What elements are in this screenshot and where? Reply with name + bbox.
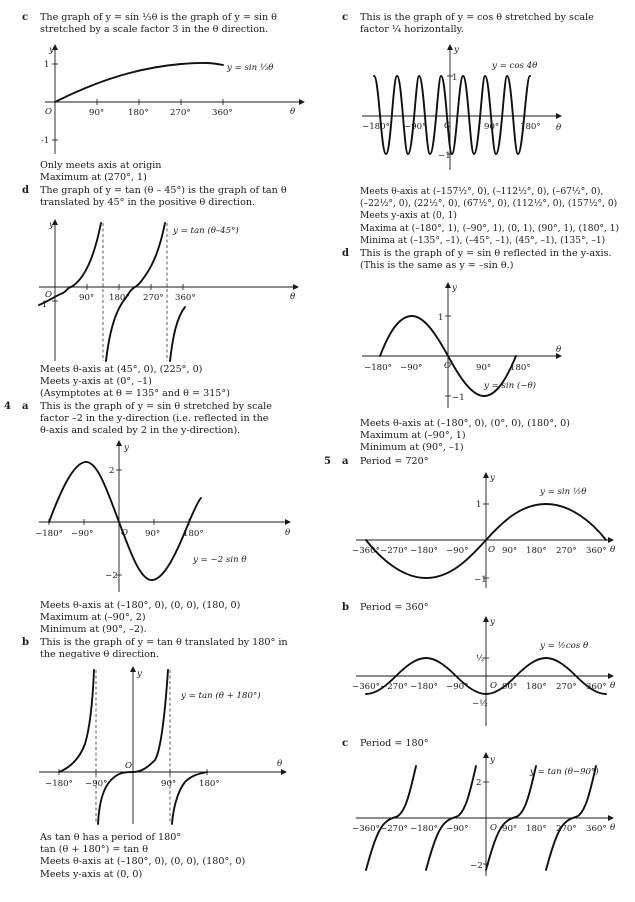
note-line: Meets θ-axis at (–180°, 0), (0°, 0), (180°, 0) (360, 418, 570, 429)
y-axis-label: y (490, 755, 495, 765)
y-axis-label: y (490, 617, 495, 627)
text-line: The graph of y = sin ⅓θ is the graph of y = sin θ (40, 12, 277, 23)
tick-label: −½ (472, 699, 488, 709)
tick-label: 180° (510, 363, 531, 373)
curve-label: y = sin ⅓θ (227, 63, 274, 73)
question-number-4: 4 (4, 401, 11, 412)
q4c-text (360, 12, 630, 36)
text-line: θ-axis and scaled by 2 in the y-direction). (40, 425, 241, 437)
tick-label: 90° (502, 824, 518, 834)
origin-label: O (125, 761, 133, 771)
text-line: stretched by a scale factor 3 in the θ direction. (40, 24, 269, 36)
note-line: Only meets axis at origin (40, 160, 162, 171)
note-line: Minimum at (90°, –1) (360, 442, 464, 454)
tick-label: 90° (502, 682, 518, 692)
y-axis-label: y (124, 443, 129, 453)
tick-label: −180° (362, 122, 390, 132)
graph-q5c (352, 752, 622, 880)
x-axis-label: θ (285, 528, 291, 538)
x-axis-label: θ (290, 107, 296, 117)
tick-label: −360° (352, 682, 380, 692)
tick-label: 90° (145, 529, 161, 539)
q5b-text: Period = 360° (360, 602, 429, 613)
tick-label: −90° (85, 779, 108, 789)
tick-label: −1 (452, 393, 465, 403)
note-line: (–22½°, 0), (22½°, 0), (67½°, 0), (112½°, 0), (157½°, 0) (360, 199, 618, 210)
part-label-c: c (22, 12, 29, 23)
tick-label: 270° (556, 682, 577, 692)
q4a-notes (40, 600, 330, 637)
part-label-c: c (342, 12, 349, 23)
note-line: (Asymptotes at θ = 135° and θ = 315°) (40, 388, 230, 400)
q4d-notes (360, 418, 630, 455)
q3d-text (40, 185, 320, 209)
part-label-b: b (342, 602, 349, 613)
x-axis-label: θ (610, 823, 616, 833)
graph-q5b (352, 616, 622, 728)
origin-label: O (121, 528, 129, 538)
tick-label: −270° (380, 682, 408, 692)
y-axis-label: y (452, 283, 457, 293)
note-line: Maxima at (–180°, 1), (–90°, 1), (0, 1), (90°, 1), (180°, 1) (360, 223, 620, 234)
tick-label: 180° (520, 122, 541, 132)
origin-label: O (444, 121, 452, 131)
tick-label: −2 (470, 861, 483, 871)
x-axis-label: θ (556, 345, 562, 355)
text-line: factor ¼ horizontally. (360, 24, 464, 36)
q3c-text (40, 12, 320, 36)
x-axis-label: θ (610, 681, 616, 691)
note-line: Maximum at (–90°, 2) (40, 612, 146, 624)
tick-label: −1 (438, 151, 451, 161)
graph-q4a (35, 440, 305, 595)
tick-label: 90° (476, 363, 492, 373)
tick-label: −90° (400, 363, 423, 373)
part-label-a: a (342, 456, 349, 467)
question-number-5: 5 (324, 456, 331, 467)
tick-label: −90° (71, 529, 94, 539)
tick-label: 360° (212, 108, 233, 118)
q4a-text (40, 401, 325, 438)
note-line: Meets θ-axis at (–157½°, 0), (–112½°, 0), (–67½°, 0), (360, 187, 604, 197)
curve-label: y = cos 4θ (492, 61, 538, 71)
tick-label: −360° (352, 546, 380, 556)
note-line: tan (θ + 180°) = tan θ (40, 844, 149, 856)
curve (59, 670, 94, 772)
tick-label: -1 (39, 300, 48, 310)
part-label-a: a (22, 401, 29, 412)
tick-label: 180° (526, 824, 547, 834)
tick-label: 270° (143, 293, 164, 303)
tick-label: ½ (476, 654, 485, 664)
curve (374, 76, 530, 154)
origin-label: O (490, 681, 498, 691)
curve-label: y = tan (θ−90°) (530, 767, 599, 777)
tick-label: 360° (175, 293, 196, 303)
tick-label: −90° (446, 824, 469, 834)
tick-label: 2 (109, 466, 115, 476)
note-line: Meets θ-axis at (–180°, 0), (0, 0), (180°, 0) (40, 856, 246, 868)
note-line: Meets y-axis at (0°, –1) (40, 376, 152, 388)
tick-label: 180° (183, 529, 204, 539)
curve-label: y = tan (θ–45°) (173, 226, 239, 236)
graph-q3c (35, 42, 305, 160)
tick-label: −90° (404, 122, 427, 132)
tick-label: 90° (484, 122, 500, 132)
tick-label: 90° (161, 779, 177, 789)
text-line: The graph of y = tan (θ – 45°) is the graph of tan θ (40, 185, 287, 196)
curve (49, 462, 201, 580)
note-line: Meets y-axis at (0, 0) (40, 868, 143, 880)
part-label-d: d (22, 185, 29, 196)
x-axis-label: θ (290, 292, 296, 302)
tick-label: 180° (199, 779, 220, 789)
tick-label: 90° (79, 293, 95, 303)
text-line: This is the graph of y = tan θ translated by 180° in (40, 637, 288, 648)
curve-label: y = tan (θ + 180°) (181, 691, 261, 701)
y-axis-label: y (137, 669, 142, 679)
note-line: Maximum at (–90°, 1) (360, 430, 466, 442)
tick-label: −1 (474, 575, 487, 585)
y-axis-label: y (49, 220, 54, 230)
tick-label: 360° (586, 824, 607, 834)
origin-label: O (45, 290, 53, 300)
q3d-notes (40, 364, 330, 401)
curve (106, 223, 165, 361)
tick-label: 90° (89, 108, 105, 118)
tick-label: 180° (128, 108, 149, 118)
origin-label: O (444, 361, 452, 371)
curve-label: y = −2 sin θ (193, 555, 247, 565)
tick-label: 270° (556, 546, 577, 556)
tick-label: 2 (476, 778, 482, 788)
y-axis-label: y (49, 45, 54, 55)
note-line: As tan θ has a period of 180° (40, 832, 182, 843)
tick-label: −2 (105, 571, 118, 581)
origin-label: O (45, 107, 53, 117)
tick-label: -1 (41, 136, 50, 146)
q3c-notes (40, 160, 320, 184)
graph-q5a (352, 472, 622, 592)
note-line: Meets θ-axis at (–180°, 0), (0, 0), (180, 0) (40, 600, 241, 611)
tick-label: −180° (45, 779, 73, 789)
note-line: Meets θ-axis at (45°, 0), (225°, 0) (40, 364, 203, 375)
q4d-text (360, 248, 630, 272)
note-line: Meets y-axis at (0, 1) (360, 211, 457, 222)
curve-label: y = sin (−θ) (484, 381, 537, 391)
q4c-notes (360, 186, 635, 247)
tick-label: 180° (109, 293, 130, 303)
note-line: Minima at (–135°, –1), (–45°, –1), (45°, –1), (135°, –1) (360, 235, 606, 246)
text-line: This is the graph of y = cos θ stretched by scale (360, 12, 594, 23)
tick-label: −270° (380, 546, 408, 556)
tick-label: −90° (446, 682, 469, 692)
tick-label: −180° (364, 363, 392, 373)
text-line: This is the graph of y = sin θ reflected in the y-axis. (360, 248, 612, 259)
text-line: factor –2 in the y-direction (i.e. reflected in the (40, 413, 269, 425)
text-line: translated by 45° in the positive θ direction. (40, 197, 256, 209)
tick-label: 1 (44, 60, 50, 70)
tick-label: −180° (410, 546, 438, 556)
q4b-notes (40, 832, 330, 881)
origin-label: O (488, 545, 496, 555)
graph-q4c (360, 42, 575, 172)
tick-label: −90° (446, 546, 469, 556)
note-line: Minimum at (90°, –2). (40, 624, 147, 636)
tick-label: 1 (438, 313, 444, 323)
part-label-b: b (22, 637, 29, 648)
tick-label: 90° (502, 546, 518, 556)
graph-q4d (360, 280, 575, 410)
curve (55, 63, 223, 102)
graph-q3d (35, 215, 305, 363)
curve-label: y = sin ½θ (540, 487, 587, 497)
x-axis-label: θ (556, 123, 562, 133)
x-axis-label: θ (610, 545, 616, 555)
tick-label: 360° (586, 546, 607, 556)
curve (170, 307, 185, 361)
note-line: Maximum at (270°, 1) (40, 172, 147, 184)
q5a-text: Period = 720° (360, 456, 429, 467)
origin-label: O (490, 823, 498, 833)
part-label-c: c (342, 738, 349, 749)
y-axis-label: y (490, 473, 495, 483)
tick-label: −180° (35, 529, 63, 539)
y-axis-label: y (454, 45, 459, 55)
q5c-text: Period = 180° (360, 738, 429, 749)
tick-label: 270° (170, 108, 191, 118)
tick-label: −270° (380, 824, 408, 834)
tick-label: −360° (352, 824, 380, 834)
text-line: (This is the same as y = –sin θ.) (360, 260, 514, 272)
q4b-text (40, 637, 325, 661)
tick-label: 180° (526, 546, 547, 556)
x-axis-label: θ (277, 759, 283, 769)
tick-label: 270° (556, 824, 577, 834)
tick-label: 360° (586, 682, 607, 692)
part-label-d: d (342, 248, 349, 259)
tick-label: 180° (526, 682, 547, 692)
text-line: the negative θ direction. (40, 649, 160, 661)
tick-label: 1 (476, 500, 482, 510)
tick-label: −180° (410, 824, 438, 834)
tick-label: −180° (410, 682, 438, 692)
text-line: This is the graph of y = sin θ stretched by scale (40, 401, 272, 412)
graph-q4b (35, 664, 305, 826)
tick-label: 1 (452, 73, 458, 83)
curve-label: y = ½cos θ (540, 641, 589, 651)
